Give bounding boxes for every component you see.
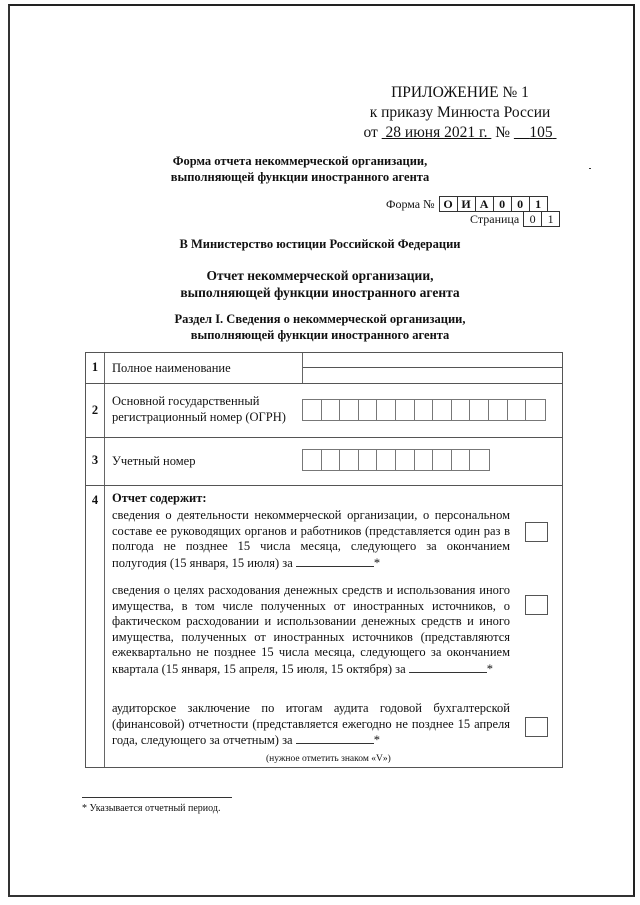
page-label: Страница [470, 212, 520, 226]
report-item-audit: аудиторское заключение по итогам аудита годовой бухгалтерской (финансовой) отчетности (представляется ежегодно не позднее 15 апреля года, следующего за отчетным) за * [112, 701, 510, 747]
ogrn-digit-boxes[interactable] [302, 399, 546, 421]
order-number: 105 [529, 124, 553, 141]
footnote: * Указывается отчетный период. [82, 803, 221, 814]
row-label: Полное наименование [112, 361, 231, 375]
form-title: Форма отчета некоммерческой организации, выполняющей функции иностранного агента [170, 154, 430, 184]
row-number: 1 [86, 353, 105, 383]
scan-speck [589, 168, 591, 169]
info-table [85, 352, 563, 768]
report-title: Отчет некоммерческой организации, выполняющей функции иностранного агента [180, 268, 460, 300]
form-code-label: Форма № [386, 197, 435, 211]
period-blank[interactable] [409, 661, 487, 673]
page-cells: 0 1 [523, 211, 560, 227]
form-code-cells: О И А 0 0 1 [439, 196, 548, 212]
table-row-report-contents [86, 486, 562, 767]
appendix-title: ПРИЛОЖЕНИЕ № 1 [391, 84, 529, 101]
form-code [386, 196, 548, 212]
report-item-activity: сведения о деятельности некоммерческой организации, о персональном составе ее руководящих органов и работников (представляется один раз в полгода не позднее 15 числа месяца, следующего за окончанием полугодия (15 января, 15 июля) за * [112, 508, 510, 570]
checkbox-hint: (нужное отметить знаком «V») [266, 754, 391, 764]
checkbox-audit[interactable] [525, 717, 548, 737]
appendix-header [340, 83, 580, 143]
report-contents-heading: Отчет содержит: [112, 491, 207, 505]
table-row-account-number [86, 438, 562, 486]
row-number: 3 [86, 438, 105, 485]
row-number: 2 [86, 384, 105, 437]
table-row-full-name [86, 353, 562, 384]
report-item-spending: сведения о целях расходования денежных средств и использования иного имущества, в том числе полученных от иностранных источников, о фактическом расходовании и использовании денежных средств и иного имущества, полученных от иностранных источников (представляются ежеквартально не позднее 15 числа месяца, следующего за окончанием квартала (15 января, 15 апреля, 15 июля, 15 октября) за * [112, 583, 510, 676]
order-date-line: от 28 июня 2021 г. № 105 [340, 123, 580, 143]
order-line: к приказу Минюста России [369, 104, 551, 121]
row-label: Учетный номер [112, 454, 196, 468]
row-label: Основной государственный регистрационный номер (ОГРН) [112, 394, 286, 424]
table-row-ogrn [86, 384, 562, 438]
order-date: 28 июня 2021 г. [385, 124, 488, 141]
section-title: Раздел I. Сведения о некоммерческой организации, выполняющей функции иностранного агента [174, 312, 466, 342]
page-number [470, 211, 560, 227]
period-blank[interactable] [296, 555, 374, 567]
full-name-field[interactable] [302, 353, 562, 383]
footnote-divider [82, 797, 232, 798]
account-number-digit-boxes[interactable] [302, 449, 490, 471]
checkbox-spending[interactable] [525, 595, 548, 615]
checkbox-activity[interactable] [525, 522, 548, 542]
row-number: 4 [86, 486, 105, 767]
addressee: В Министерство юстиции Российской Федерации [179, 237, 461, 251]
period-blank[interactable] [296, 732, 374, 744]
